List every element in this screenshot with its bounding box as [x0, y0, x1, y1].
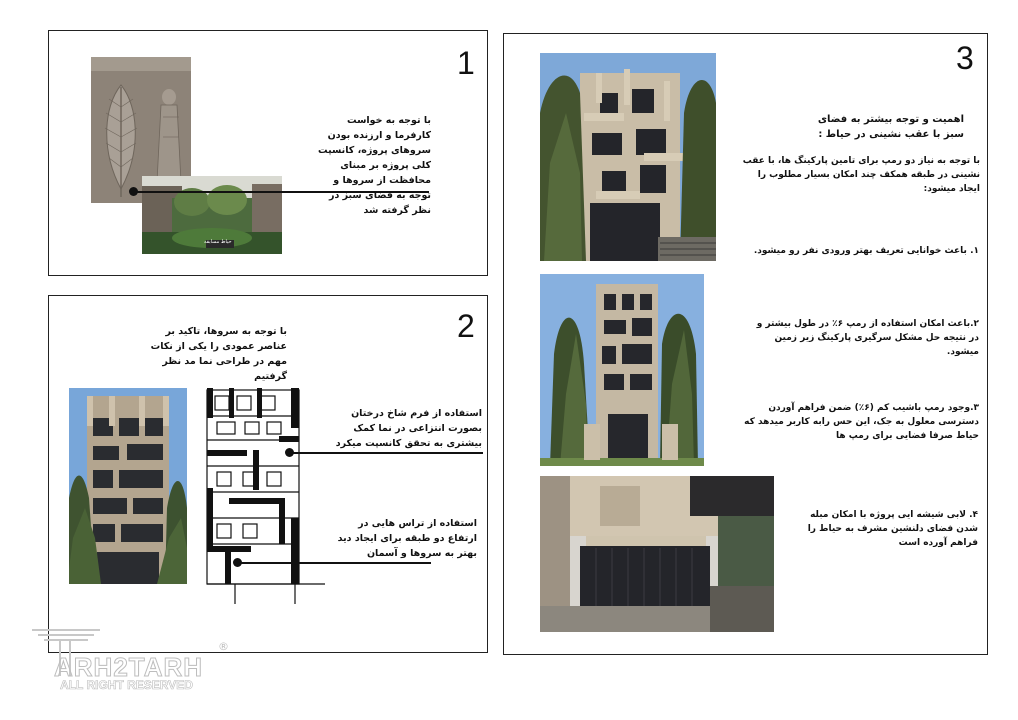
panel-2-note-2: استفاده از تراس هایی در ارتفاع دو طبقه برای ایجاد دید بهتر به سروها و آسمان	[337, 518, 477, 559]
panel-2-note-1: استفاده از فرم شاخ درختان بصورت انتزاعی در نما کمک بیشتری به تحقق کانسپت میکرد	[335, 408, 482, 449]
render-bottom	[540, 476, 774, 632]
panel-2	[48, 295, 488, 653]
panel-1-text: با توجه به خواست کارفرما و ارزنده بودن سروهای پروژه، کانسپت کلی پروژه بر مبنای محافظت از سروها و توجه به فضای سبز در نظر گرفته شد	[318, 115, 431, 216]
elevation-drawing	[195, 388, 325, 604]
panel-number: 1	[457, 45, 475, 81]
render-top	[540, 53, 716, 261]
watermark-rights: ALL RIGHT RESERVED	[60, 678, 193, 692]
panel-2-heading: با توجه به سروها، تاکید بر عناصر عمودی را یکی از نکات مهم در طراحی نما مد نظر گرفتیم	[150, 326, 287, 382]
panel-3	[503, 33, 988, 655]
panel-3-item-2: ۲.باعث امکان استفاده از رمپ ۶٪ در طول بیشتر و در نتیجه حل مشکل سرگیری پارکینگ زیر زمین میشود.	[756, 319, 979, 357]
render-middle	[540, 274, 704, 466]
watermark-brand: ARH2TARH	[54, 652, 204, 682]
panel-number: 3	[956, 40, 974, 76]
registered-mark: ®	[218, 640, 229, 653]
panel-3-item-4: ۴. لابی شیشه ایی پروژه با امکان مبله شدن فضای دلنشین مشرف به حیاط را فراهم آورده است	[807, 510, 978, 548]
panel-number: 2	[457, 308, 475, 344]
panel-3-heading: اهمیت و توجه بیشتر به فضای سبز با عقب نشینی در حیاط :	[817, 114, 964, 140]
panel-1	[48, 30, 488, 276]
leader-line-2	[237, 562, 431, 564]
panel-3-item-1: ۱. باعث خوانایی تعریف بهتر ورودی نفر رو میشود.	[753, 246, 979, 256]
garden-photo	[142, 176, 282, 254]
leader-line-1	[289, 452, 483, 454]
watermark-logo	[30, 628, 230, 692]
panel-3-item-3: ۳.وجود رمپ باشیب کم (۶٪) ضمن فراهم آوردن دسترسی معلول به جک، این حس رابه کاربر میدهد که حیاط صرفا فضایی برای رمپ ها	[744, 403, 979, 441]
photo-caption: حیاط مسابقه	[204, 239, 232, 245]
panel-3-intro: با توجه به نیاز دو رمپ برای تامین پارکینگ ها، با عقب نشینی در طبقه همکف چند امکان بسیار مطلوب را ایجاد میشود:	[742, 156, 980, 194]
facade-render	[69, 388, 187, 584]
